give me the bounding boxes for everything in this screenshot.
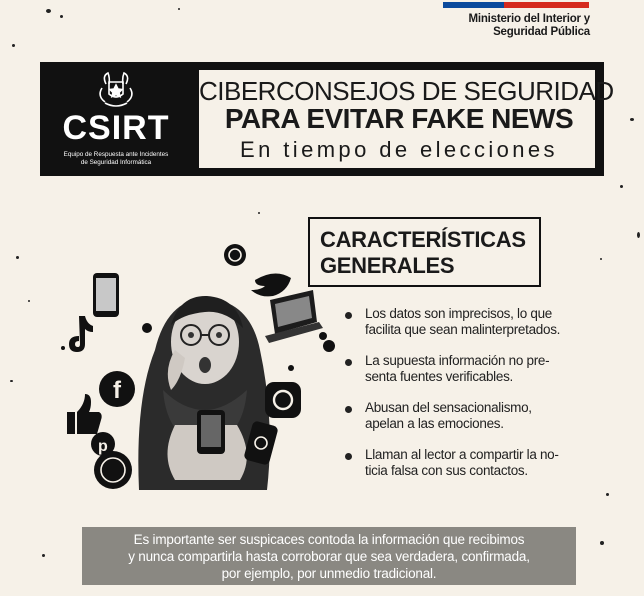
bullet-1-line-1: Los datos son imprecisos, lo que [365,306,553,321]
footer-line-3: por ejemplo, por unmedio tradicional. [221,566,437,581]
svg-text:p: p [98,438,108,455]
bullet-2-line-1: La supuesta información no pre- [365,353,550,368]
whatsapp-icon [224,244,246,266]
list-item [343,306,613,338]
smartphone-icon [93,273,119,317]
features-title-line-1: CARACTERÍSTICAS [320,227,526,252]
footer-line-2: y nunca compartirla hasta corroborar que sea verdadera, confirmada, [128,549,530,564]
banner-line-2: PARA EVITAR FAKE NEWS [224,103,574,134]
list-item [343,353,613,385]
chile-flag-stripe [443,2,589,8]
ministry-line-2: Seguridad Pública [493,26,590,38]
bullet-1-line-2: facilita que sean malinterpretados. [365,322,561,337]
features-title [320,227,526,279]
csirt-logo [40,62,192,176]
tiktok-icon [69,316,93,352]
like-icon [67,394,102,434]
list-item [343,447,613,479]
ministry-line-1: Ministerio del Interior y [468,13,590,25]
illustration [55,240,335,490]
woman-figure [138,296,269,490]
ministry-name [440,13,590,39]
features-heading-box [308,217,541,287]
csirt-subtitle-line-2: de Seguridad Informática [80,159,152,166]
laptop-icon [265,290,323,343]
bullet-4-line-1: Llaman al lector a compartir la no- [365,447,559,462]
banner-line-1: CIBERCONSEJOS DE SEGURIDAD [199,76,614,106]
bullet-3-line-2: apelan a las emociones. [365,416,504,431]
features-title-line-2: GENERALES [320,253,455,278]
messenger-icon [94,451,132,489]
banner-line-3: En tiempo de elecciones [240,137,558,162]
twitter-icon [251,273,291,296]
instagram-icon [265,382,301,418]
csirt-wordmark: CSIRT [62,109,170,147]
facebook-icon [99,371,135,407]
footer-line-1: Es importante ser suspicaces contoda la información que recibimos [133,532,525,547]
features-list [343,306,613,479]
footer-note [82,527,576,585]
csirt-subtitle-line-1: Equipo de Respuesta ante Incidentes [63,151,169,158]
bullet-2-line-2: senta fuentes verificables. [365,369,513,384]
banner-title-box [197,68,614,170]
list-item [343,400,613,432]
bullet-4-line-2: ticia falsa con sus contactos. [365,463,528,478]
chile-seal-icon [92,70,140,110]
csirt-subtitle [40,151,192,167]
svg-text:f: f [113,377,121,404]
bullet-3-line-1: Abusan del sensacionalismo, [365,400,532,415]
